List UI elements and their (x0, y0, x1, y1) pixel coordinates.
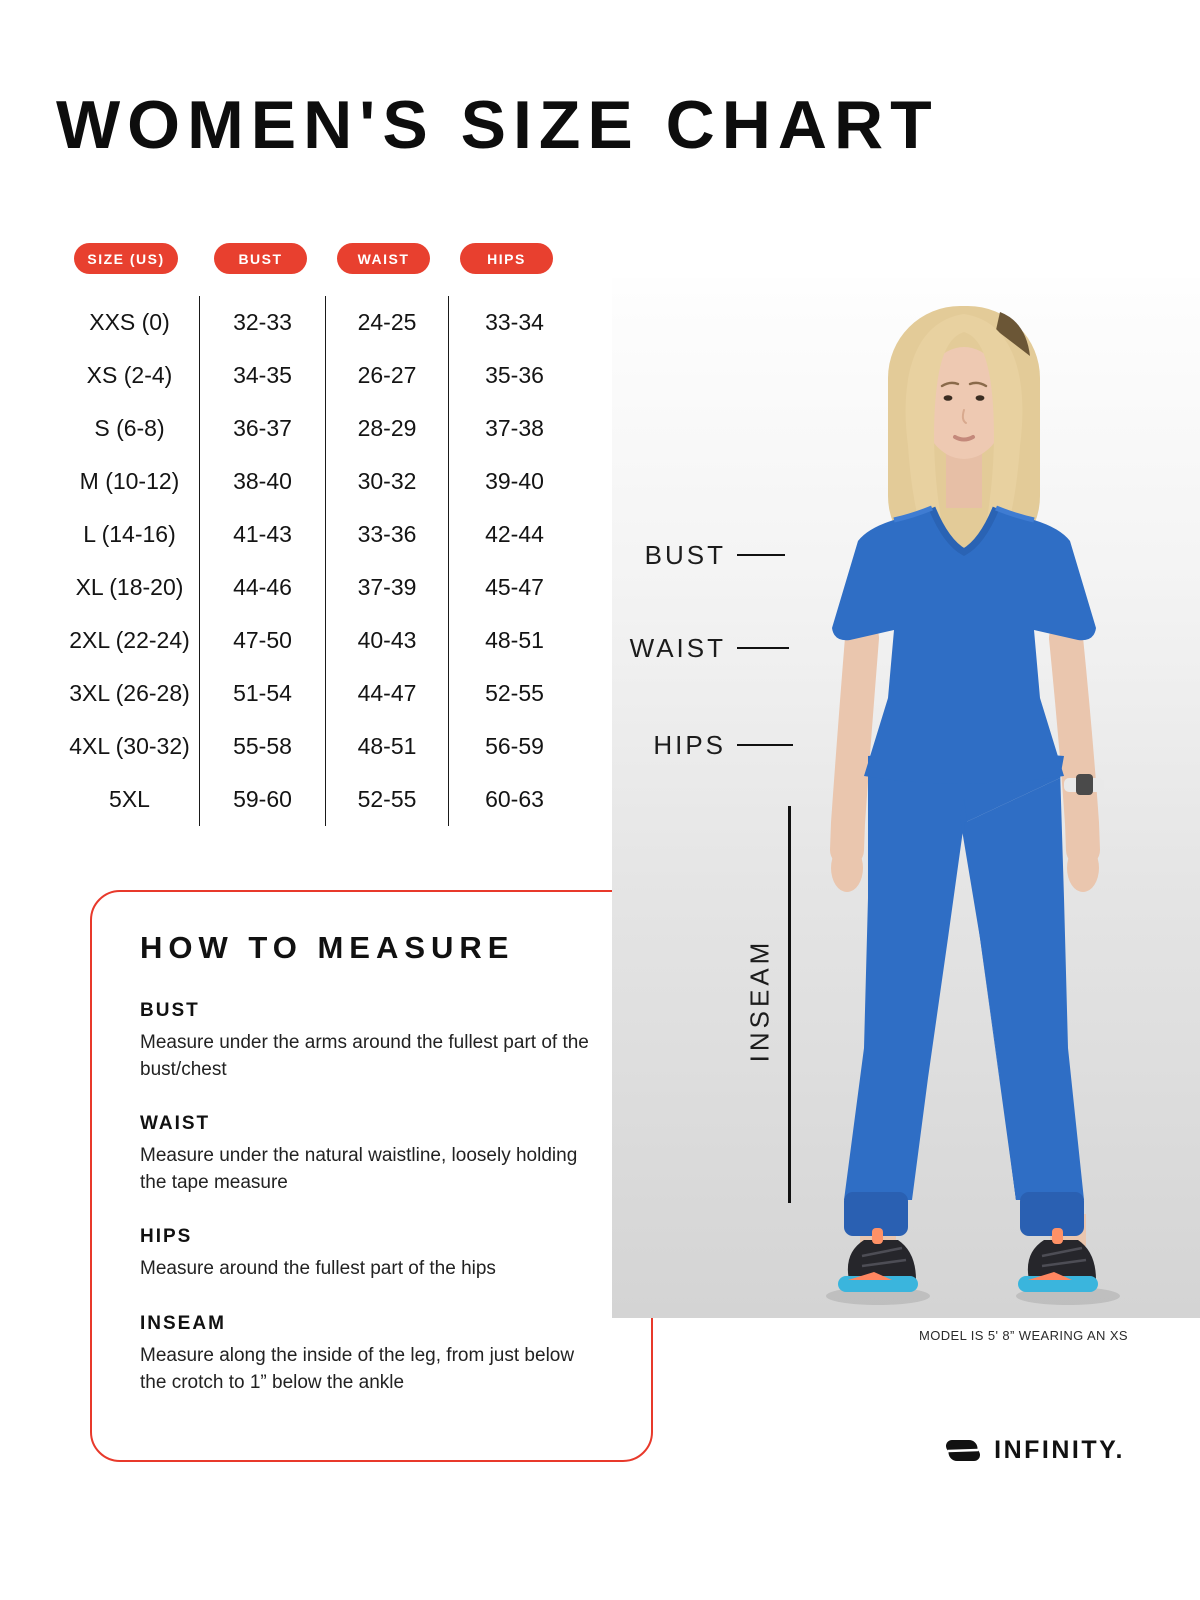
size-cell: 4XL (30-32) (69, 733, 190, 759)
size-cell: XXS (0) (89, 309, 170, 335)
how-to-measure-heading: HOW TO MEASURE (140, 930, 515, 965)
waist-cell: 24-25 (325, 296, 448, 349)
bust-cell: 55-58 (199, 720, 325, 773)
size-cell: 2XL (22-24) (69, 627, 190, 653)
waist-cell: 37-39 (325, 561, 448, 614)
hips-cell: 60-63 (448, 773, 580, 826)
page-title: WOMEN'S SIZE CHART (56, 87, 939, 163)
waist-cell: 30-32 (325, 455, 448, 508)
hips-pointer-line (737, 744, 793, 746)
hips-cell: 35-36 (448, 349, 580, 402)
figure-hips-label: HIPS (653, 730, 726, 760)
inseam-measure-line (788, 806, 791, 1203)
bust-cell: 59-60 (199, 773, 325, 826)
measure-bust-text: Measure under the arms around the fullest part of the bust/chest (140, 1032, 589, 1080)
bust-cell: 51-54 (199, 667, 325, 720)
bust-cell: 41-43 (199, 508, 325, 561)
waist-cell: 26-27 (325, 349, 448, 402)
bust-cell: 32-33 (199, 296, 325, 349)
hips-cell: 42-44 (448, 508, 580, 561)
hips-cell: 56-59 (448, 720, 580, 773)
measure-inseam-text: Measure along the inside of the leg, from just below the crotch to 1” below the ankle (140, 1344, 575, 1393)
bust-cell: 38-40 (199, 455, 325, 508)
waist-cell: 52-55 (325, 773, 448, 826)
waist-pointer-line (737, 647, 789, 649)
waist-cell: 33-36 (325, 508, 448, 561)
size-cell: L (14-16) (83, 521, 176, 547)
bust-cell: 47-50 (199, 614, 325, 667)
figure-waist-label: WAIST (629, 633, 726, 663)
hips-cell: 48-51 (448, 614, 580, 667)
measure-bust-label: BUST (140, 1000, 200, 1021)
brand-wordmark: INFINITY. (994, 1436, 1125, 1464)
bust-cell: 44-46 (199, 561, 325, 614)
waist-cell: 40-43 (325, 614, 448, 667)
size-cell: 3XL (26-28) (69, 680, 190, 706)
figure-inseam-label: INSEAM (744, 938, 775, 1063)
hips-cell: 39-40 (448, 455, 580, 508)
header-pill-hips: HIPS (460, 243, 553, 274)
waist-cell: 28-29 (325, 402, 448, 455)
header-pill-waist: WAIST (337, 243, 430, 274)
measure-inseam-label: INSEAM (140, 1312, 226, 1334)
size-cell: XS (2-4) (86, 362, 173, 388)
how-to-measure-box (90, 890, 653, 1462)
hips-cell: 45-47 (448, 561, 580, 614)
measure-hips-text: Measure around the fullest part of the hips (140, 1258, 496, 1280)
measure-waist-label: WAIST (140, 1113, 211, 1135)
model-caption: MODEL IS 5' 8” WEARING AN XS (919, 1328, 1128, 1343)
measure-waist-text: Measure under the natural waistline, loosely holding the tape measure (140, 1145, 578, 1193)
waist-cell: 44-47 (325, 667, 448, 720)
header-pill-bust: BUST (214, 243, 307, 274)
model-illustration (612, 278, 1200, 1318)
bust-pointer-line (737, 554, 785, 556)
bust-cell: 34-35 (199, 349, 325, 402)
size-cell: S (6-8) (94, 415, 165, 441)
header-pill-size: SIZE (US) (74, 243, 178, 274)
infinity-logo-icon (942, 1437, 984, 1464)
brand-logo (942, 1436, 1125, 1465)
size-cell: XL (18-20) (75, 574, 184, 600)
hips-cell: 52-55 (448, 667, 580, 720)
hips-cell: 33-34 (448, 296, 580, 349)
figure-bust-label: BUST (644, 540, 726, 570)
model-photo (612, 278, 1200, 1318)
bust-cell: 36-37 (199, 402, 325, 455)
size-table (60, 296, 580, 826)
size-cell: 5XL (109, 786, 150, 812)
size-cell: M (10-12) (79, 468, 180, 494)
hips-cell: 37-38 (448, 402, 580, 455)
measure-hips-label: HIPS (140, 1226, 193, 1248)
waist-cell: 48-51 (325, 720, 448, 773)
